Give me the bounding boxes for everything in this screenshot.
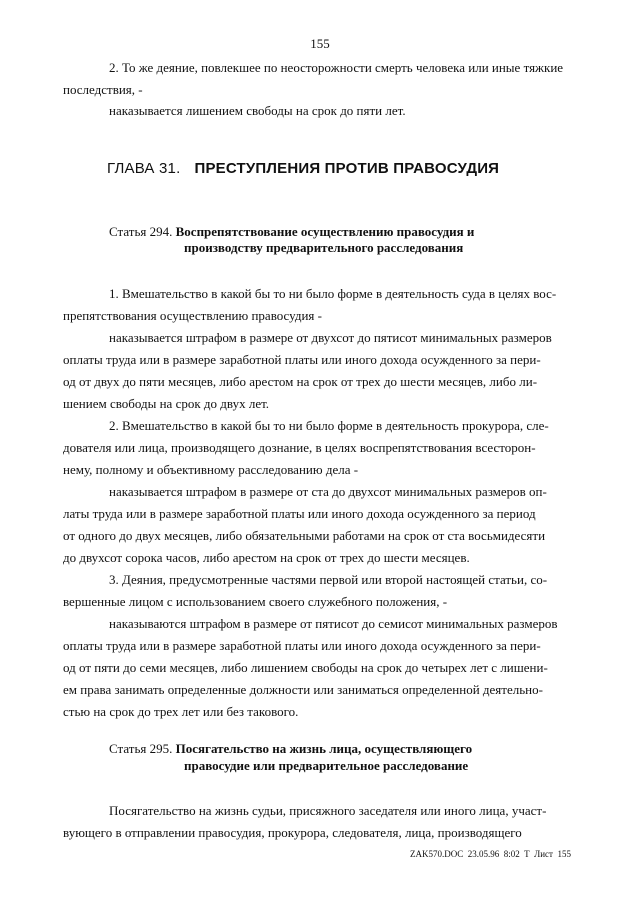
article-line: наказывается штрафом в размере от двухсот до пятисот минимальных размеров <box>109 330 552 345</box>
article-line: от одного до двух месяцев, либо обязательными работами на срок от ста восьмидесяти <box>63 528 546 543</box>
article-line: до двухсот сорока часов, либо арестом на срок от трех до шести месяцев. <box>63 550 470 565</box>
article-line: вующего в отправлении правосудия, прокурора, следователя, лица, производящего <box>63 825 522 840</box>
chapter-title: ПРЕСТУПЛЕНИЯ ПРОТИВ ПРАВОСУДИЯ <box>194 160 500 177</box>
article-line: наказываются штрафом в размере от пятисот до семисот минимальных размеров <box>109 616 558 631</box>
footer-mark: T <box>524 849 530 859</box>
paragraph-line: 2. То же деяние, повлекшее по неосторожности смерть человека или иные тяжкие <box>109 60 564 75</box>
article-295-title: Посягательство на жизнь лица, осуществляющего <box>175 741 473 756</box>
footer-time: 8:02 <box>503 849 520 859</box>
article-line: нему, полному и объективному расследованию дела - <box>63 462 359 477</box>
paragraph-line: последствия, - <box>63 82 143 97</box>
article-294-heading <box>109 224 474 240</box>
article-line: 3. Деяния, предусмотренные частями первой или второй настоящей статьи, со- <box>109 572 548 587</box>
chapter-label: ГЛАВА 31. <box>107 160 181 177</box>
article-294-label: Статья 294. <box>109 224 173 239</box>
article-294-title: Воспрепятствование осуществлению правосудия и <box>175 224 475 239</box>
footer-sheet-number: 155 <box>557 849 571 859</box>
document-footer <box>410 849 571 859</box>
article-line: шением свободы на срок до двух лет. <box>63 396 270 411</box>
article-line: од от двух до пяти месяцев, либо арестом на срок от трех до шести месяцев, либо ли- <box>63 374 538 389</box>
article-line: стью на срок до трех лет или без такового. <box>63 704 299 719</box>
paragraph-line: наказывается лишением свободы на срок до пяти лет. <box>109 103 406 118</box>
article-line: оплаты труда или в размере заработной платы или иного дохода осужденного за пери- <box>63 638 541 653</box>
article-line: 2. Вмешательство в какой бы то ни было форме в деятельность прокурора, сле- <box>109 418 549 433</box>
article-295-label: Статья 295. <box>109 741 173 756</box>
article-line: препятствования осуществлению правосудия - <box>63 308 322 323</box>
article-line: Посягательство на жизнь судьи, присяжного заседателя или иного лица, участ- <box>109 803 547 818</box>
article-line: оплаты труда или в размере заработной платы или иного дохода осужденного за пери- <box>63 352 541 367</box>
page-number: 155 <box>310 36 330 51</box>
article-295-title-continued: правосудие или предварительное расследование <box>184 758 469 773</box>
article-line: латы труда или в размере заработной платы или иного дохода осужденного за период <box>63 506 536 521</box>
article-line: од от пяти до семи месяцев, либо лишением свободы на срок до четырех лет с лишени- <box>63 660 548 675</box>
article-line: вершенные лицом с использованием своего служебного положения, - <box>63 594 448 609</box>
article-line: наказывается штрафом в размере от ста до двухсот минимальных размеров оп- <box>109 484 547 499</box>
article-294-title-continued: производству предварительного расследования <box>184 240 464 255</box>
chapter-heading <box>107 160 499 177</box>
article-line: дователя или лица, производящего дознание, в целях воспрепятствования всесторон- <box>63 440 536 455</box>
article-line: 1. Вмешательство в какой бы то ни было форме в деятельность суда в целях вос- <box>109 286 557 301</box>
footer-date: 23.05.96 <box>467 849 500 859</box>
footer-file: ZAK570.DOC <box>410 849 464 859</box>
article-295-heading <box>109 741 472 757</box>
footer-sheet-label: Лист <box>534 849 553 859</box>
article-line: ем права занимать определенные должности или заниматься определенной деятельно- <box>63 682 543 697</box>
